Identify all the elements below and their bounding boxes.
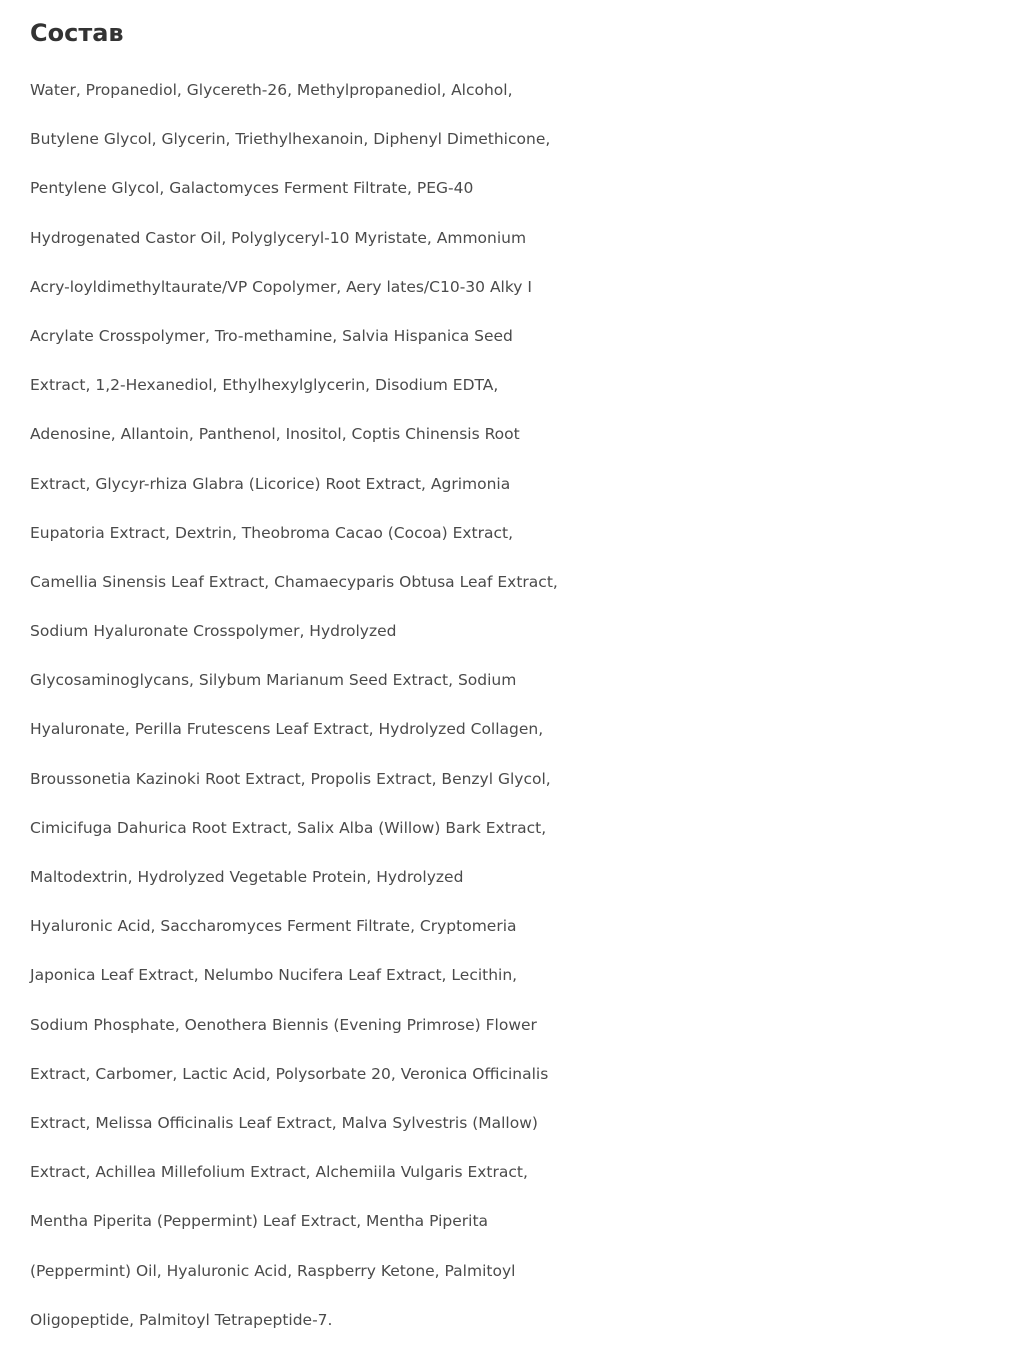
- ingredients-line: Hyaluronic Acid, Saccharomyces Ferment Filtrate, Cryptomeria: [30, 917, 517, 936]
- ingredients-line: Japonica Leaf Extract, Nelumbo Nucifera Leaf Extract, Lecithin,: [30, 966, 518, 985]
- ingredients-line: Eupatoria Extract, Dextrin, Theobroma Cacao (Cocoa) Extract,: [30, 523, 514, 542]
- ingredients-line: Water, Propanediol, Glycereth-26, Methylpropanediol, Alcohol,: [30, 81, 513, 99]
- ingredients-line: Hydrogenated Castor Oil, Polyglyceryl-10 Myristate, Ammonium: [30, 228, 527, 247]
- ingredients-line: Cimicifuga Dahurica Root Extract, Salix Alba (Willow) Bark Extract,: [30, 818, 547, 837]
- ingredients-line: Acrylate Crosspolymer, Tro-methamine, Salvia Hispanica Seed: [30, 326, 513, 345]
- ingredients-line: Camellia Sinensis Leaf Extract, Chamaecyparis Obtusa Leaf Extract,: [30, 572, 558, 591]
- ingredients-line: Extract, Melissa Officinalis Leaf Extract, Malva Sylvestris (Mallow): [30, 1113, 538, 1132]
- ingredients-line: Extract, Carbomer, Lactic Acid, Polysorbate 20, Veronica Officinalis: [30, 1064, 549, 1083]
- ingredients-line: Mentha Piperita (Peppermint) Leaf Extract, Mentha Piperita: [30, 1212, 489, 1231]
- ingredients-line: Glycosaminoglycans, Silybum Marianum Seed Extract, Sodium: [30, 671, 517, 690]
- ingredients-line: Sodium Phosphate, Oenothera Biennis (Evening Primrose) Flower: [30, 1015, 537, 1034]
- ingredients-line: Extract, Glycyr-rhiza Glabra (Licorice) Root Extract, Agrimonia: [30, 474, 511, 493]
- ingredients-line: Butylene Glycol, Glycerin, Triethylhexanoin, Diphenyl Dimethicone,: [30, 130, 551, 149]
- ingredients-line: Hyaluronate, Perilla Frutescens Leaf Extract, Hydrolyzed Collagen,: [30, 720, 544, 739]
- ingredients-line: Maltodextrin, Hydrolyzed Vegetable Protein, Hydrolyzed: [30, 868, 464, 886]
- ingredients-line: Broussonetia Kazinoki Root Extract, Propolis Extract, Benzyl Glycol,: [30, 769, 551, 788]
- ingredients-line: Oligopeptide, Palmitoyl Tetrapeptide-7.: [30, 1310, 333, 1329]
- ingredients-line: (Peppermint) Oil, Hyaluronic Acid, Raspberry Ketone, Palmitoyl: [30, 1261, 516, 1280]
- ingredients-line: Extract, 1,2-Hexanediol, Ethylhexylglycerin, Disodium EDTA,: [30, 376, 499, 395]
- ingredients-line: Sodium Hyaluronate Crosspolymer, Hydrolyzed: [30, 622, 397, 641]
- composition-heading: Состав: [30, 19, 124, 47]
- ingredients-line: Adenosine, Allantoin, Panthenol, Inositol, Coptis Chinensis Root: [30, 425, 520, 444]
- ingredients-line: Extract, Achillea Millefolium Extract, Alchemiila Vulgaris Extract,: [30, 1163, 528, 1182]
- ingredients-line: Acry-loyldimethyltaurate/VP Copolymer, Aery lates/C10-30 Alky I: [30, 277, 532, 296]
- ingredients-line: Pentylene Glycol, Galactomyces Ferment Filtrate, PEG-40: [30, 179, 474, 198]
- ingredients-text: [30, 66, 1020, 1345]
